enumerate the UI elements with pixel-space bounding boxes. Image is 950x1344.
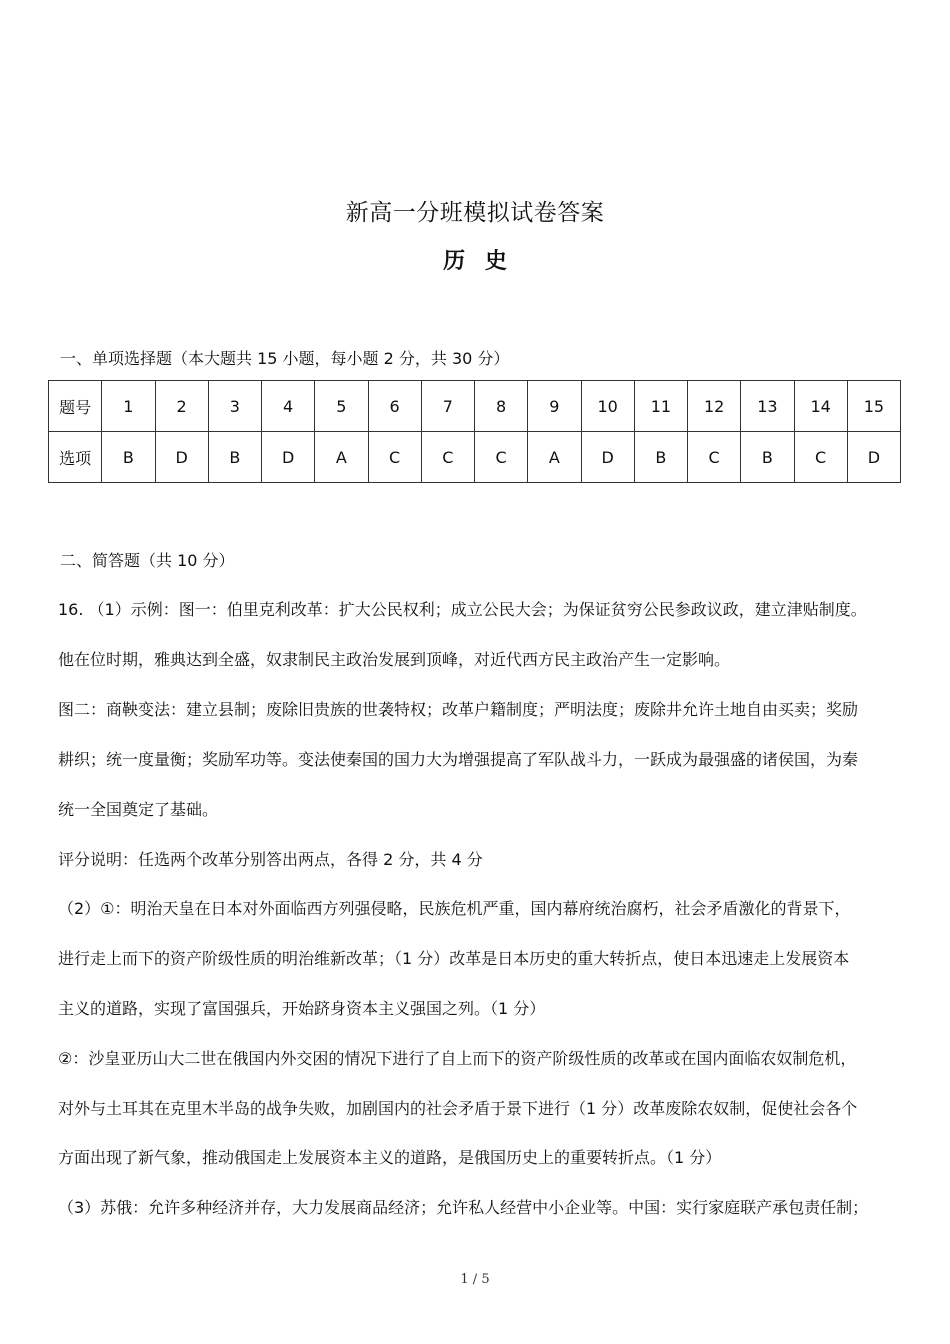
answer-cell: C <box>475 432 528 483</box>
scoring-note: 评分说明：任选两个改革分别答出两点，各得 2 分，共 4 分 <box>58 850 483 869</box>
question-number-cell: 13 <box>741 381 794 432</box>
question-number-cell: 1 <box>102 381 155 432</box>
question-number-row <box>49 381 901 432</box>
question-number-cell: 14 <box>794 381 847 432</box>
answer-line: 耕织；统一度量衡；奖励军功等。变法使秦国的国力大为增强提高了军队战斗力，一跃成为最强盛的诸侯国，为秦 <box>58 750 859 769</box>
answer-line: 主义的道路，实现了富国强兵，开始跻身资本主义强国之列。（1 分） <box>58 999 546 1018</box>
question-number-cell: 2 <box>155 381 208 432</box>
question-number-cell: 9 <box>528 381 581 432</box>
answer-cell: A <box>528 432 581 483</box>
row-label-question: 题号 <box>49 381 102 432</box>
answer-line: 对外与土耳其在克里木半岛的战争失败，加剧国内的社会矛盾于景下进行（1 分）改革废除农奴制，促使社会各个 <box>58 1099 858 1118</box>
subject-title: 历 史 <box>443 249 513 274</box>
section2-heading: 二、简答题（共 10 分） <box>60 551 235 570</box>
answer-cell: C <box>794 432 847 483</box>
page-number: 1 / 5 <box>460 1272 490 1287</box>
answer-line: 图二：商鞅变法：建立县制；废除旧贵族的世袭特权；改革户籍制度；严明法度；废除井允许土地自由买卖；奖励 <box>58 700 859 719</box>
section1-heading: 一、单项选择题（本大题共 15 小题，每小题 2 分，共 30 分） <box>60 349 510 368</box>
answer-line: 统一全国奠定了基础。 <box>58 800 219 819</box>
question-number-cell: 5 <box>315 381 368 432</box>
answer-cell: B <box>634 432 687 483</box>
question-number-cell: 3 <box>208 381 261 432</box>
answer-cell: B <box>741 432 794 483</box>
answer-line: 进行走上而下的资产阶级性质的明治维新改革；（1 分）改革是日本历史的重大转折点，使日本迅速走上发展资本 <box>58 949 850 968</box>
question-number-cell: 7 <box>421 381 474 432</box>
answer-cell: D <box>262 432 315 483</box>
answer-line: （3）苏俄：允许多种经济并存，大力发展商品经济；允许私人经营中小企业等。中国：实行家庭联产承包责任制； <box>58 1198 869 1217</box>
document-title: 新高一分班模拟试卷答案 <box>345 200 605 226</box>
row-label-answer: 选项 <box>49 432 102 483</box>
answer-line: ②：沙皇亚历山大二世在俄国内外交困的情况下进行了自上而下的资产阶级性质的改革或在国内面临农奴制危机， <box>58 1049 857 1068</box>
answer-cell: D <box>847 432 900 483</box>
answer-line: 16. （1）示例：图一：伯里克利改革：扩大公民权利；成立公民大会；为保证贫穷公民参政议政，建立津贴制度。 <box>58 600 867 619</box>
answer-cell: D <box>155 432 208 483</box>
answer-table <box>48 380 901 483</box>
answer-cell: B <box>208 432 261 483</box>
answer-cell: C <box>421 432 474 483</box>
question-number-cell: 15 <box>847 381 900 432</box>
question-number-cell: 12 <box>688 381 741 432</box>
answer-line: （2）①：明治天皇在日本对外面临西方列强侵略，民族危机严重，国内幕府统治腐朽，社会矛盾激化的背景下， <box>58 899 851 918</box>
question-number-cell: 8 <box>475 381 528 432</box>
question-number-cell: 11 <box>634 381 687 432</box>
answer-cell: B <box>102 432 155 483</box>
answer-cell: A <box>315 432 368 483</box>
answer-cell: D <box>581 432 634 483</box>
answer-cell: C <box>368 432 421 483</box>
answer-cell: C <box>688 432 741 483</box>
question-number-cell: 4 <box>262 381 315 432</box>
answer-row <box>49 432 901 483</box>
question-number-cell: 6 <box>368 381 421 432</box>
question-number-cell: 10 <box>581 381 634 432</box>
answer-line: 方面出现了新气象，推动俄国走上发展资本主义的道路，是俄国历史上的重要转折点。（1 分） <box>58 1148 722 1167</box>
answer-line: 他在位时期，雅典达到全盛，奴隶制民主政治发展到顶峰，对近代西方民主政治产生一定影响。 <box>58 650 731 669</box>
